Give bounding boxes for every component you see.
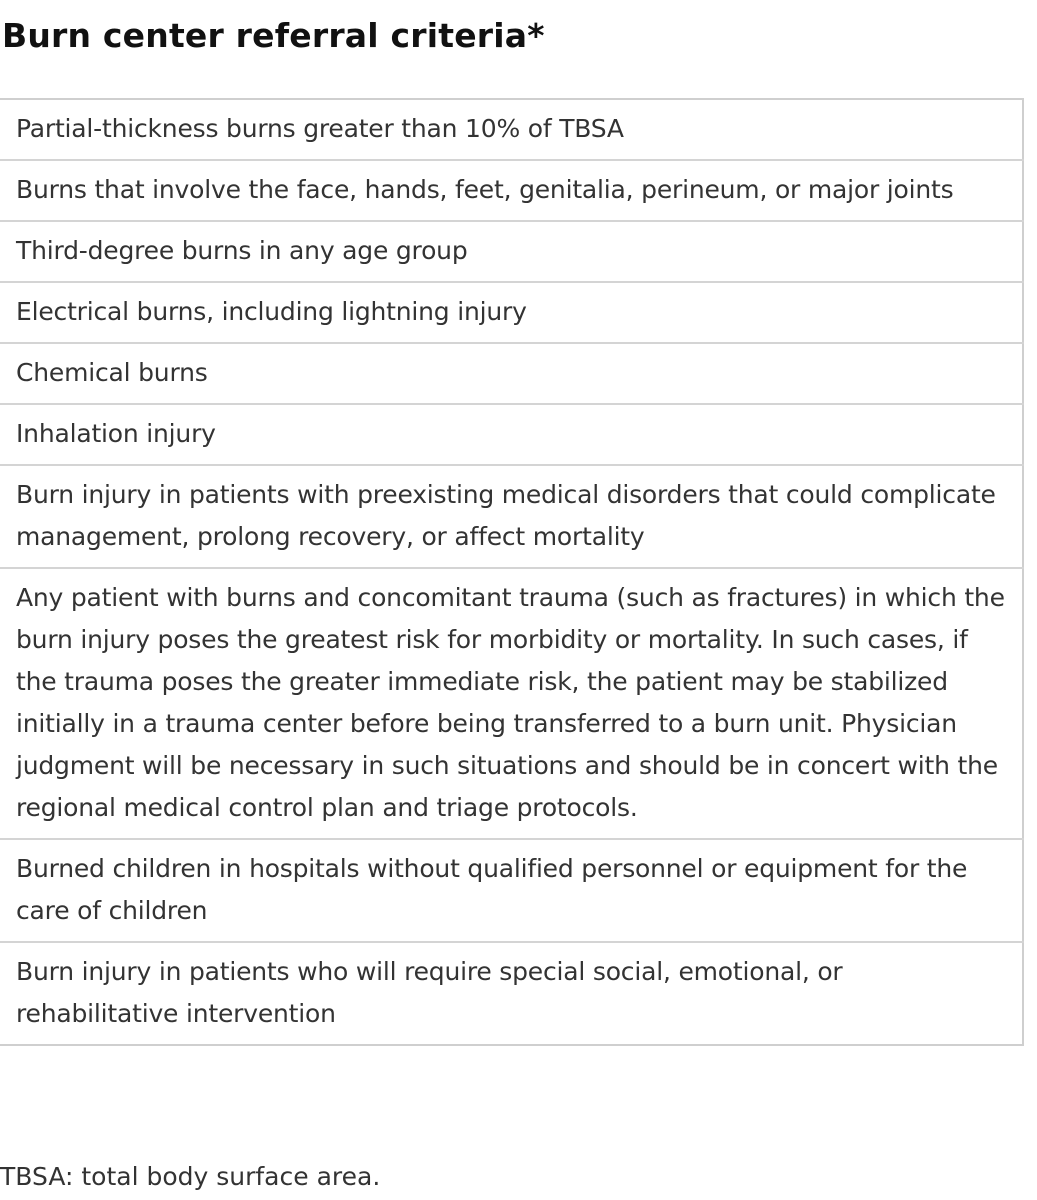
criteria-table — [0, 98, 1024, 1046]
criteria-cell: Burn injury in patients with preexisting medical disorders that could complicate management, prolong recovery, or affect mortality — [0, 465, 1023, 568]
criteria-cell: Third-degree burns in any age group — [0, 221, 1023, 282]
criteria-cell: Burns that involve the face, hands, feet, genitalia, perineum, or major joints — [0, 160, 1023, 221]
table-row — [0, 343, 1023, 404]
footnote: TBSA: total body surface area. — [0, 1162, 381, 1191]
criteria-cell: Burn injury in patients who will require special social, emotional, or rehabilitative intervention — [16, 957, 843, 1028]
table-row — [0, 404, 1023, 465]
table-row — [0, 221, 1023, 282]
table-row — [0, 465, 1023, 568]
criteria-cell: Inhalation injury — [0, 404, 1023, 465]
criteria-cell: Partial-thickness burns greater than 10% of TBSA — [0, 99, 1023, 160]
table-row — [0, 99, 1023, 160]
table-row — [0, 282, 1023, 343]
criteria-cell: Burned children in hospitals without qualified personnel or equipment for the care of children — [0, 839, 1023, 942]
criteria-cell: Electrical burns, including lightning injury — [0, 282, 1023, 343]
criteria-cell: Any patient with burns and concomitant trauma (such as fractures) in which the burn injury poses the greatest risk for morbidity or mortality. In such cases, if the trauma poses the greater immediate risk, the patient may be stabilized initially in a trauma center before being transferred to a burn unit. Physician judgment will be necessary in such situations and should be in concert with the regional medical control plan and triage protocols. — [0, 568, 1023, 839]
table-row — [0, 568, 1023, 839]
page-title: Burn center referral criteria* — [2, 16, 545, 55]
criteria-cell: Chemical burns — [0, 343, 1023, 404]
table-row — [0, 839, 1023, 942]
table-row — [0, 160, 1023, 221]
table-row — [0, 942, 1023, 1045]
